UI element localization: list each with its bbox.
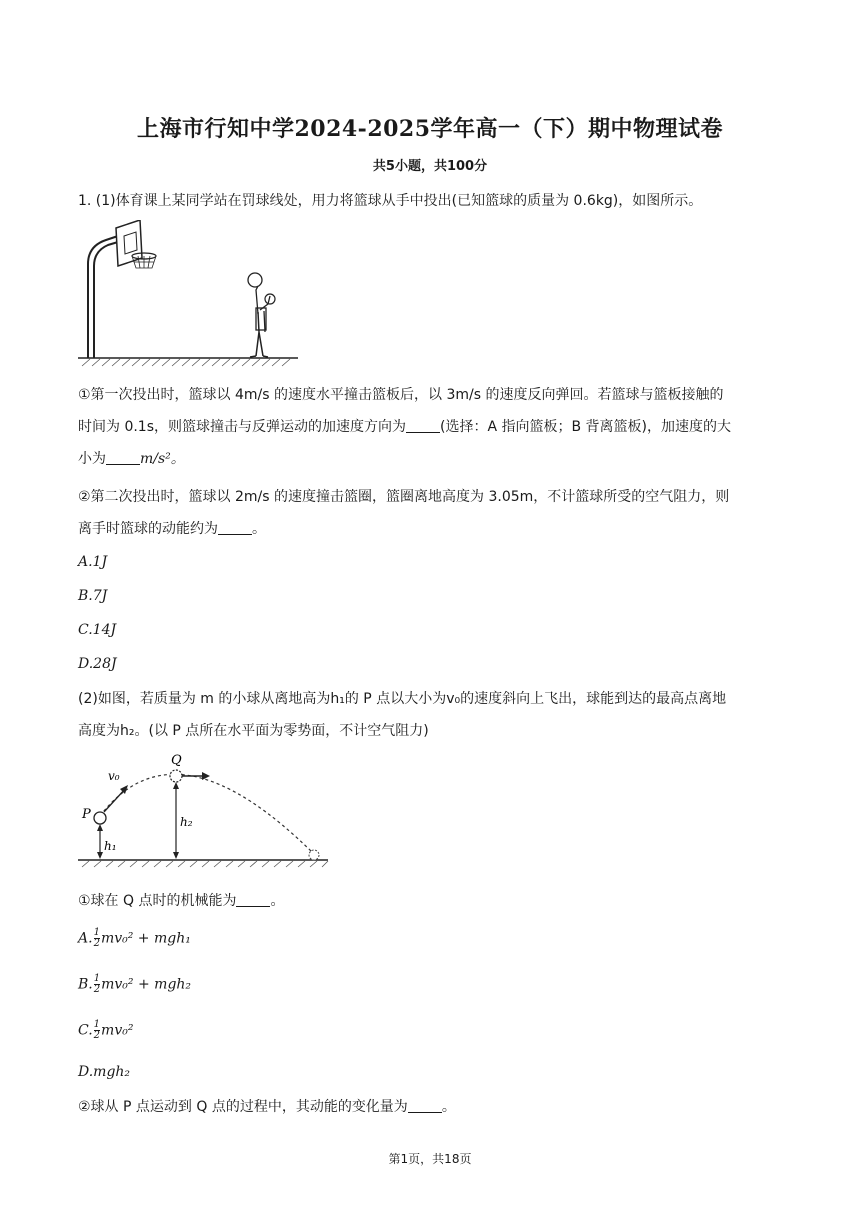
q2-sub1-text-a: ①球在 Q 点时的机械能为 [78, 893, 237, 909]
label-q: Q [171, 753, 182, 768]
option-letter: A. [78, 930, 93, 947]
page-footer: 第1页，共18页 [388, 1152, 472, 1166]
answer-blank[interactable] [406, 418, 440, 433]
answer-blank[interactable] [236, 892, 270, 907]
q1-intro: 1. (1)体育课上某同学站在罚球线处，用力将篮球从手中投出(已知篮球的质量为 0.6kg)，如图所示。 [78, 193, 703, 209]
q1-option-d[interactable]: D.28J [78, 656, 117, 672]
answer-blank[interactable] [218, 520, 252, 535]
q2-option-c[interactable] [78, 1020, 788, 1041]
q1-option-b[interactable]: B.7J [78, 588, 108, 604]
q2-line2: 高度为h₂。(以 P 点所在水平面为零势面，不计空气阻力) [78, 723, 429, 739]
q1-part1-text-a: 时间为 0.1s，则篮球撞击与反弹运动的加速度方向为 [78, 419, 407, 435]
label-h2: h₂ [180, 815, 193, 829]
projectile-figure [78, 750, 333, 872]
answer-blank[interactable] [408, 1098, 442, 1113]
label-v0: v₀ [108, 769, 120, 783]
option-expression: mv₀² [101, 1022, 134, 1039]
label-h1: h₁ [104, 839, 117, 853]
label-p: P [82, 807, 91, 822]
q2-sub2-text-b: 。 [441, 1099, 456, 1115]
fraction [94, 928, 100, 949]
q1-part1-line2 [78, 416, 788, 436]
q1-part2-text-a: 离手时篮球的动能约为 [78, 521, 218, 537]
basketball-figure [78, 220, 303, 368]
q1-part1-text-c: 小为 [78, 451, 106, 467]
q1-option-c[interactable]: C.14J [78, 622, 117, 638]
option-letter: C. [78, 1022, 93, 1039]
q2-sub1 [78, 890, 788, 910]
option-expression: mv₀² + mgh₁ [100, 930, 191, 947]
q1-part1-text-b: (选择：A 指向篮板；B 背离篮板)，加速度的大 [440, 419, 732, 435]
page-title: 上海市行知中学2024-2025学年高一（下）期中物理试卷 [136, 116, 724, 142]
q2-line1: (2)如图，若质量为 m 的小球从离地高为h₁的 P 点以大小为v₀的速度斜向上飞出，球能到达的最高点离地 [78, 691, 727, 707]
q2-sub2-text-a: ②球从 P 点运动到 Q 点的过程中，其动能的变化量为 [78, 1099, 408, 1115]
q2-option-a[interactable] [78, 928, 788, 949]
q1-part1-unit: m/s²。 [140, 451, 185, 467]
q2-option-d[interactable]: D.mgh₂ [78, 1064, 131, 1080]
fraction [94, 974, 100, 995]
q1-part1-line1: ①第一次投出时，篮球以 4m/s 的速度水平撞击篮板后，以 3m/s 的速度反向弹回。若篮球与篮板接触的 [78, 387, 724, 403]
page-subtitle: 共5小题，共100分 [372, 159, 488, 174]
fraction-numerator: 1 [93, 927, 100, 938]
option-letter: B. [78, 976, 93, 993]
option-expression: mv₀² + mgh₂ [101, 976, 192, 993]
q1-part1-line3 [78, 448, 788, 468]
q1-part2-text-b: 。 [252, 521, 266, 537]
q2-sub1-text-b: 。 [270, 893, 285, 909]
q1-option-a[interactable]: A.1J [78, 554, 108, 570]
answer-blank[interactable] [106, 450, 140, 465]
fraction-denominator: 2 [93, 938, 100, 949]
fraction-denominator: 2 [93, 1030, 101, 1041]
fraction [94, 1020, 100, 1041]
q1-part2-line1: ②第二次投出时，篮球以 2m/s 的速度撞击篮圈，篮圈离地高度为 3.05m，不计篮球所受的空气阻力，则 [78, 489, 730, 505]
q1-part2-line2 [78, 518, 788, 538]
q2-option-b[interactable] [78, 974, 788, 995]
fraction-numerator: 1 [93, 1019, 101, 1030]
q2-sub2 [78, 1096, 788, 1116]
fraction-denominator: 2 [93, 984, 101, 995]
fraction-numerator: 1 [93, 973, 101, 984]
